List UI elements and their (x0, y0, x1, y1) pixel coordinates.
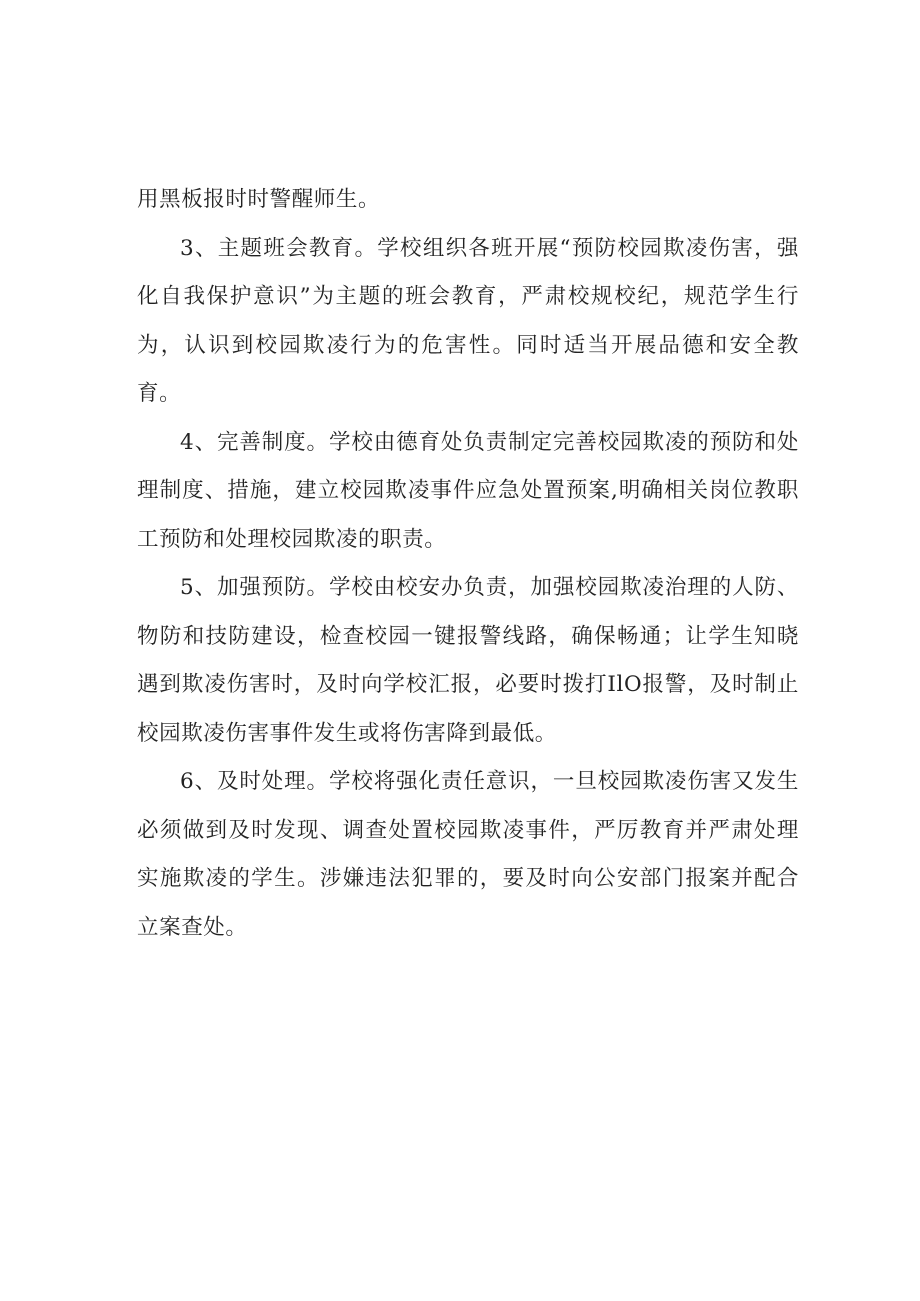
paragraph-strengthen-prevention: 5、加强预防。学校由校安办负责，加强校园欺凌治理的人防、物防和技防建设，检查校园一键报警线路，确保畅通；让学生知晓遇到欺凌伤害时，及时向学校汇报，必要时拨打IlO报警，及时制止校园欺凌伤害事件发生或将伤害降到最低。 (137, 575, 799, 746)
paragraph-class-meeting-education: 3、主题班会教育。学校组织各班开展“预防校园欺凌伤害，强化自我保护意识”为主题的班会教育，严肃校规校纪，规范学生行为，认识到校园欺凌行为的危害性。同时适当开展品德和安全教育。 (137, 235, 799, 406)
paragraph-continuation: 用黑板报时时警醒师生。 (137, 187, 381, 212)
paragraph-improve-system: 4、完善制度。学校由德育处负责制定完善校园欺凌的预防和处理制度、措施，建立校园欺凌事件应急处置预案,明确相关岗位教职工预防和处理校园欺凌的职责。 (137, 429, 799, 552)
document-body (137, 176, 799, 952)
paragraph-timely-handling: 6、及时处理。学校将强化责任意识，一旦校园欺凌伤害又发生必须做到及时发现、调查处置校园欺凌事件，严厉教育并严肃处理实施欺凌的学生。涉嫌违法犯罪的，要及时向公安部门报案并配合立案查处。 (137, 769, 799, 940)
